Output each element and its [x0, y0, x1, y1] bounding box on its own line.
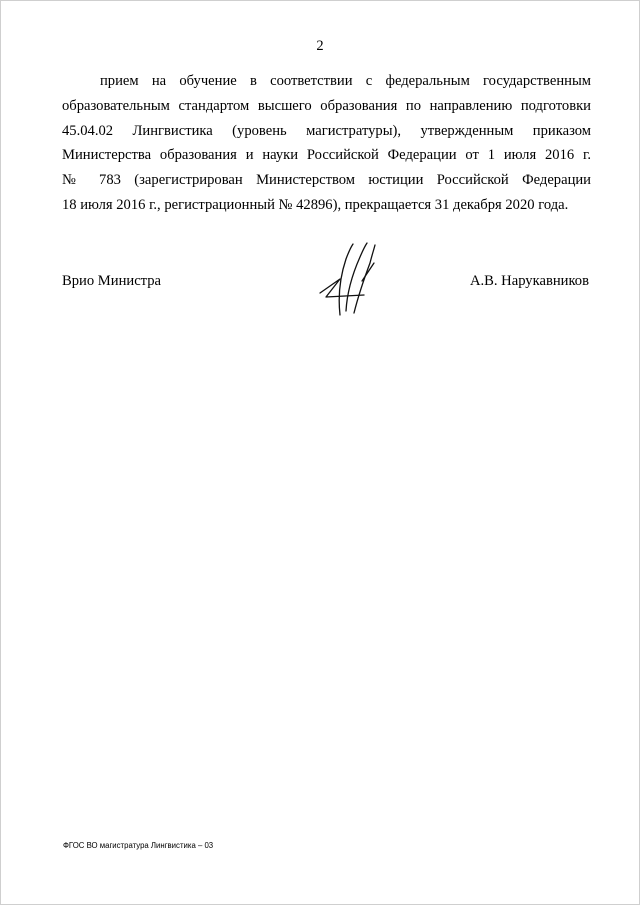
paragraph-line-5: № 783 (зарегистрирован Министерством юстиции Российской Федерации — [62, 172, 591, 189]
page-number: 2 — [316, 38, 324, 54]
body-paragraph — [62, 69, 591, 218]
signer-position: Врио Министра — [62, 273, 161, 289]
paragraph-line-3: 45.04.02 Лингвистика (уровень магистратуры), утвержденным приказом — [62, 122, 591, 139]
paragraph-line-2: образовательным стандартом высшего образования по направлению подготовки — [62, 97, 591, 114]
footer-note: ФГОС ВО магистратура Лингвистика – 03 — [63, 841, 214, 850]
paragraph-line-6: 18 июля 2016 г., регистрационный № 42896), прекращается 31 декабря 2020 года. — [62, 196, 569, 213]
paragraph-line-1: прием на обучение в соответствии с федеральным государственным — [100, 73, 591, 89]
handwritten-signature — [316, 237, 382, 321]
paragraph-line-4: Министерства образования и науки Российской Федерации от 1 июля 2016 г. — [62, 147, 591, 164]
signer-name: А.В. Нарукавников — [469, 273, 589, 289]
